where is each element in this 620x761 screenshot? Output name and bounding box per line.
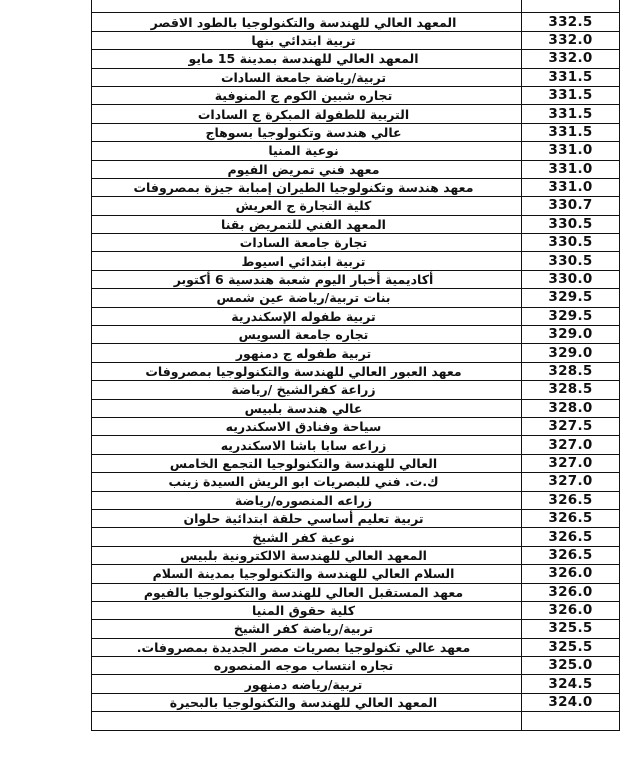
admission-score: 326.5 — [522, 528, 620, 546]
table-row — [92, 50, 620, 68]
admission-score: 325.0 — [522, 657, 620, 675]
admission-score: 330.5 — [522, 234, 620, 252]
table-row — [92, 326, 620, 344]
table-row — [92, 123, 620, 141]
table-row — [92, 68, 620, 86]
institution-name: زراعة كفرالشيخ /رياضة — [92, 381, 522, 399]
institution-name: كلية التجارة ج العريش — [92, 197, 522, 215]
institution-name: معهد المستقبل العالي للهندسة والتكنولوجيا بالفيوم — [92, 583, 522, 601]
admission-score: 326.0 — [522, 601, 620, 619]
scores-table — [91, 0, 620, 731]
institution-name: بنات تربية/رياضة عين شمس — [92, 289, 522, 307]
table-row — [92, 0, 620, 13]
admission-score: 327.0 — [522, 473, 620, 491]
institution-name: زراعه سابا باشا الاسكندريه — [92, 436, 522, 454]
table-row — [92, 86, 620, 104]
admission-score: 332.0 — [522, 31, 620, 49]
table-row — [92, 473, 620, 491]
table-row — [92, 528, 620, 546]
admission-score — [522, 712, 620, 730]
table-row — [92, 565, 620, 583]
table-row — [92, 362, 620, 380]
admission-score: 332.0 — [522, 50, 620, 68]
admission-score: 326.5 — [522, 509, 620, 527]
table-row — [92, 234, 620, 252]
institution-name: تربية/رياضة كفر الشيخ — [92, 620, 522, 638]
institution-name: معهد فني تمريض الفيوم — [92, 160, 522, 178]
institution-name: أكاديمية أخبار اليوم شعبة هندسية 6 أكتوبر — [92, 270, 522, 288]
admission-score: 327.0 — [522, 436, 620, 454]
admission-score: 331.5 — [522, 68, 620, 86]
admission-score: 324.0 — [522, 693, 620, 711]
institution-name: المعهد العالي للهندسة والتكنولوجيا بالبحيرة — [92, 693, 522, 711]
table-row — [92, 601, 620, 619]
institution-name: معهد العبور العالي للهندسة والتكنولوجيا بمصروفات — [92, 362, 522, 380]
admission-score: 330.5 — [522, 252, 620, 270]
table-row — [92, 583, 620, 601]
institution-name: تجارة جامعة السادات — [92, 234, 522, 252]
table-row — [92, 344, 620, 362]
table-row — [92, 289, 620, 307]
table-row — [92, 509, 620, 527]
institution-name: ك.ت. فني للبصريات ابو الريش السيدة زينب — [92, 473, 522, 491]
table-row — [92, 675, 620, 693]
admission-score: 325.5 — [522, 638, 620, 656]
institution-name: تجاره جامعة السويس — [92, 326, 522, 344]
institution-name — [92, 0, 522, 13]
admission-score: 328.5 — [522, 362, 620, 380]
institution-name: تربية تعليم أساسي حلقة ابتدائية حلوان — [92, 509, 522, 527]
table-row — [92, 197, 620, 215]
institution-name: تجاره شبين الكوم ج المنوفية — [92, 86, 522, 104]
admission-score: 330.0 — [522, 270, 620, 288]
institution-name: المعهد الفني للتمريض بقنا — [92, 215, 522, 233]
institution-name: السلام العالي للهندسة والتكنولوجيا بمدينة السلام — [92, 565, 522, 583]
institution-name: المعهد العالي للهندسة بمدينة 15 مايو — [92, 50, 522, 68]
institution-name: نوعية المنيا — [92, 142, 522, 160]
table-row — [92, 454, 620, 472]
admission-score: 331.5 — [522, 105, 620, 123]
table-row — [92, 693, 620, 711]
admission-score: 331.0 — [522, 142, 620, 160]
table-row — [92, 105, 620, 123]
admission-score: 326.5 — [522, 546, 620, 564]
institution-name: تربية طفوله ج دمنهور — [92, 344, 522, 362]
table-row — [92, 160, 620, 178]
table-row — [92, 620, 620, 638]
admission-score: 329.5 — [522, 307, 620, 325]
table-row — [92, 381, 620, 399]
table-row — [92, 657, 620, 675]
admission-score: 331.0 — [522, 160, 620, 178]
admission-score: 328.0 — [522, 399, 620, 417]
table-row — [92, 178, 620, 196]
table-row — [92, 307, 620, 325]
institution-name: التربية للطفولة المبكرة ج السادات — [92, 105, 522, 123]
admission-score: 324.5 — [522, 675, 620, 693]
table-row — [92, 270, 620, 288]
admission-score: 329.0 — [522, 344, 620, 362]
admission-score: 328.5 — [522, 381, 620, 399]
institution-name — [92, 712, 522, 730]
institution-name: تربية ابتدائي بنها — [92, 31, 522, 49]
table-row — [92, 491, 620, 509]
admission-score: 331.5 — [522, 123, 620, 141]
institution-name: تربية ابتدائي اسيوط — [92, 252, 522, 270]
admission-score: 326.0 — [522, 565, 620, 583]
scores-table-body — [92, 0, 620, 730]
admission-score: 329.5 — [522, 289, 620, 307]
institution-name: كلية حقوق المنيا — [92, 601, 522, 619]
admission-score: 330.5 — [522, 215, 620, 233]
table-row — [92, 31, 620, 49]
admission-score: 332.5 — [522, 13, 620, 31]
table-row — [92, 399, 620, 417]
table-row — [92, 436, 620, 454]
institution-name: المعهد العالي للهندسة والتكنولوجيا بالطود الاقصر — [92, 13, 522, 31]
table-row — [92, 13, 620, 31]
institution-name: معهد عالي تكنولوجيا بصريات مصر الجديدة بمصروفات. — [92, 638, 522, 656]
table-row — [92, 546, 620, 564]
admission-score: 331.5 — [522, 86, 620, 104]
admission-score: 327.5 — [522, 417, 620, 435]
admission-score: 325.5 — [522, 620, 620, 638]
table-row — [92, 712, 620, 730]
institution-name: المعهد العالي للهندسة الالكترونية بلبيس — [92, 546, 522, 564]
admission-score: 331.0 — [522, 178, 620, 196]
table-row — [92, 417, 620, 435]
table-row — [92, 215, 620, 233]
institution-name: عالي هندسة بلبيس — [92, 399, 522, 417]
admission-score: 327.0 — [522, 454, 620, 472]
institution-name: تربية/رياضة جامعة السادات — [92, 68, 522, 86]
admission-score: 326.5 — [522, 491, 620, 509]
table-row — [92, 252, 620, 270]
admission-score: 330.7 — [522, 197, 620, 215]
institution-name: سياحة وفنادق الاسكندريه — [92, 417, 522, 435]
institution-name: تجاره انتساب موجه المنصوره — [92, 657, 522, 675]
institution-name: نوعية كفر الشيخ — [92, 528, 522, 546]
admission-score — [522, 0, 620, 13]
table-row — [92, 142, 620, 160]
table-row — [92, 638, 620, 656]
institution-name: تربية طفوله الإسكندرية — [92, 307, 522, 325]
institution-name: معهد هندسة وتكنولوجيا الطيران إمبابة جيزة بمصروفات — [92, 178, 522, 196]
admission-score: 326.0 — [522, 583, 620, 601]
institution-name: تربية/رياضه دمنهور — [92, 675, 522, 693]
institution-name: عالي هندسة وتكنولوجيا بسوهاج — [92, 123, 522, 141]
institution-name: زراعه المنصوره/رياضة — [92, 491, 522, 509]
institution-name: العالي للهندسة والتكنولوجيا التجمع الخامس — [92, 454, 522, 472]
admission-score: 329.0 — [522, 326, 620, 344]
